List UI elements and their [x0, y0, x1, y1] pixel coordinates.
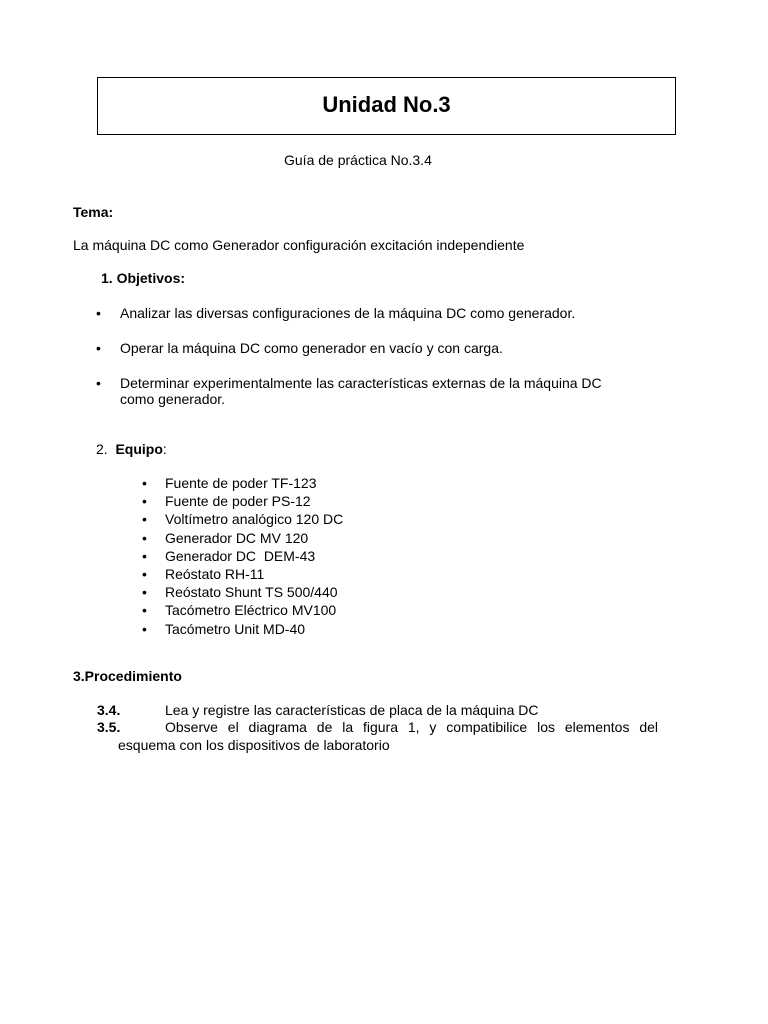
bullet-icon: •	[142, 493, 147, 510]
step-text: Lea y registre las características de placa de la máquina DC	[165, 702, 539, 718]
list-item: • Generador DC MV 120	[142, 529, 309, 546]
bullet-icon: •	[142, 602, 147, 619]
title-box	[97, 77, 676, 135]
subtitle: Guía de práctica No.3.4	[284, 152, 432, 168]
list-item: • Tacómetro Eléctrico MV100	[142, 602, 337, 619]
equipo-colon: :	[162, 441, 167, 457]
objetivos-heading: 1. Objetivos:	[101, 270, 186, 286]
procedimiento-heading: 3.Procedimiento	[73, 668, 182, 684]
bullet-icon: •	[142, 511, 147, 528]
bullet-icon: •	[96, 305, 101, 321]
equipo-label: Equipo	[115, 441, 163, 457]
step-number: 3.4.	[97, 702, 121, 718]
objetivo-item-continuation: como generador.	[120, 391, 226, 407]
list-item: • Tacómetro Unit MD-40	[142, 620, 306, 637]
bullet-icon: •	[142, 565, 147, 582]
tema-label: Tema:	[73, 204, 114, 220]
list-item: • Reóstato RH-11	[142, 565, 265, 582]
bullet-icon: •	[142, 547, 147, 564]
bullet-icon: •	[142, 529, 147, 546]
list-item: • Fuente de poder PS-12	[142, 493, 311, 510]
list-item: • Generador DC DEM-43	[142, 547, 316, 564]
list-item: • Reóstato Shunt TS 500/440	[142, 584, 338, 601]
step-number: 3.5.	[97, 719, 121, 735]
equipment-list	[142, 474, 343, 638]
objetivo-item: Determinar experimentalmente las características externas de la máquina DC	[120, 375, 602, 391]
bullet-icon: •	[142, 475, 147, 491]
bullet-icon: •	[142, 584, 147, 601]
bullet-icon: •	[96, 340, 101, 356]
equipo-number: 2.	[96, 441, 108, 457]
step-text-continuation: esquema con los dispositivos de laboratorio	[118, 737, 390, 753]
list-item: • Voltímetro analógico 120 DC	[142, 511, 344, 528]
page-title: Unidad No.3	[322, 92, 451, 117]
equipo-heading	[96, 441, 167, 457]
list-item: • Fuente de poder TF-123	[142, 475, 317, 491]
objetivo-item: Analizar las diversas configuraciones de la máquina DC como generador.	[120, 305, 576, 321]
bullet-icon: •	[96, 375, 101, 391]
step-text: Observe el diagrama de la figura 1, y compatibilice los elementos del	[165, 719, 658, 735]
bullet-icon: •	[142, 620, 147, 637]
tema-text: La máquina DC como Generador configuración excitación independiente	[73, 237, 525, 253]
objetivo-item: Operar la máquina DC como generador en vacío y con carga.	[120, 340, 503, 356]
